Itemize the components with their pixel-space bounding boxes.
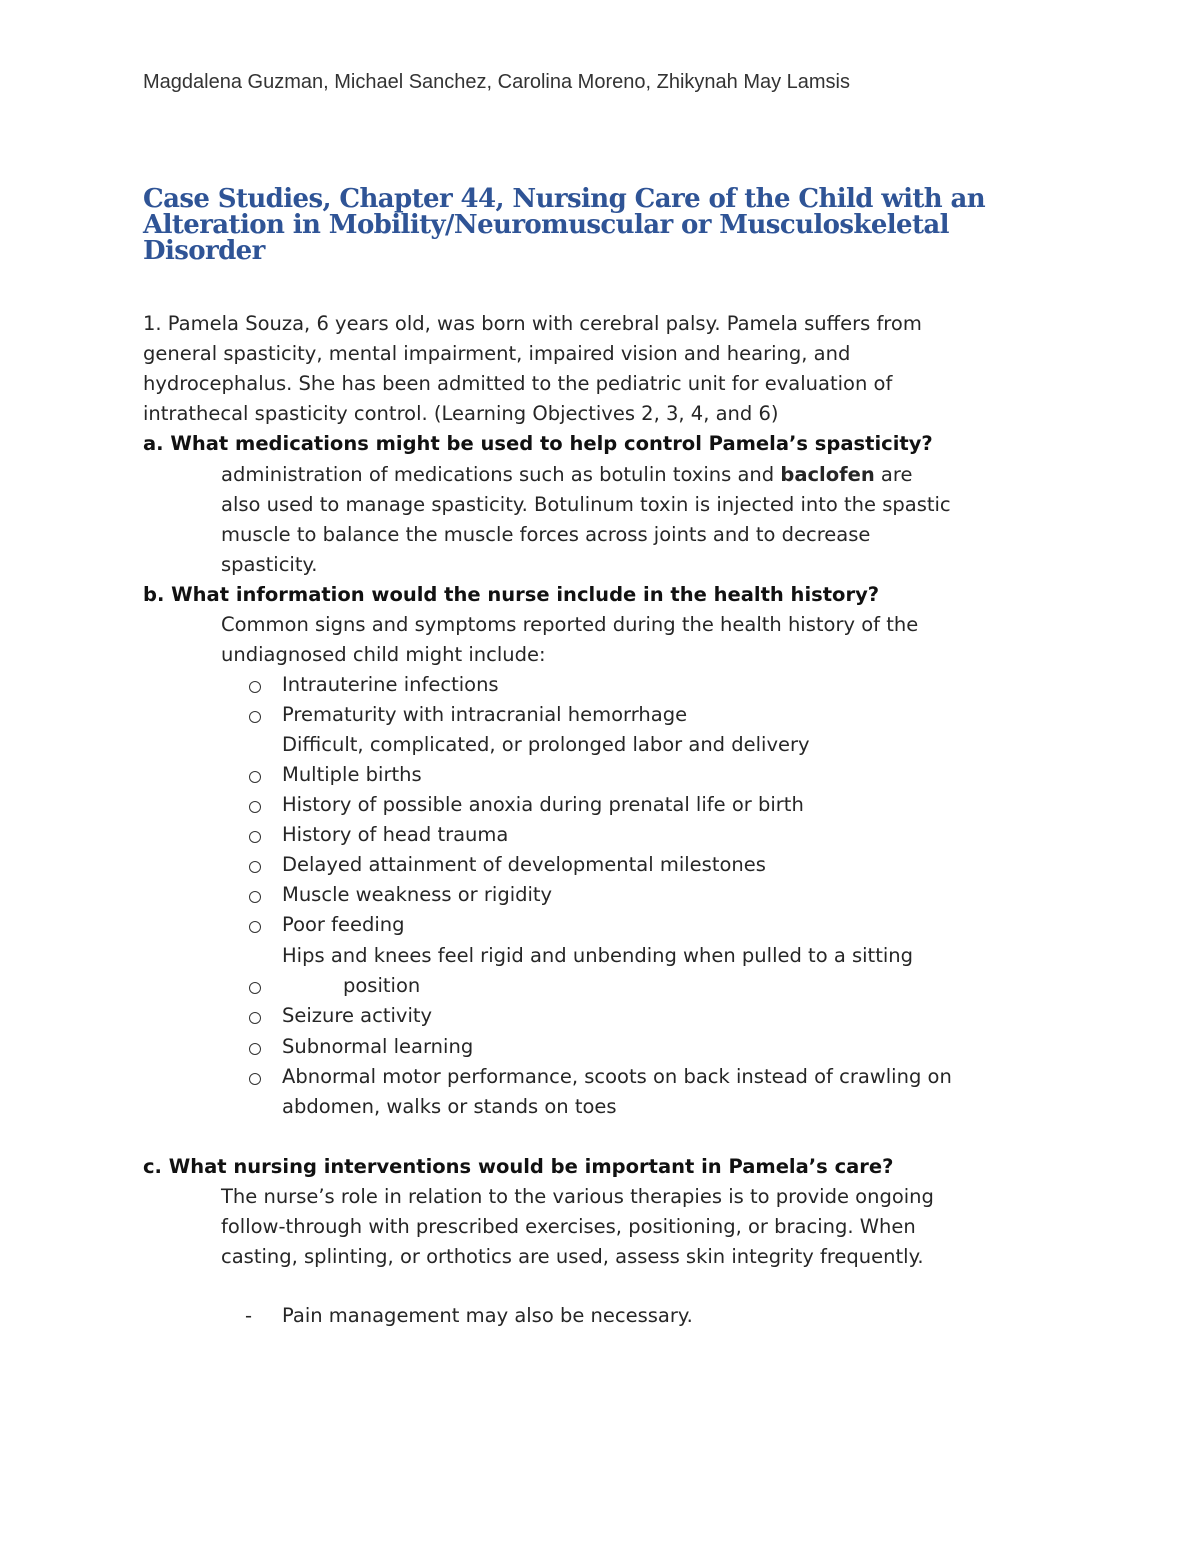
answer-c-line: casting, splinting, or orthotics are used, assess skin integrity frequently.	[221, 1245, 924, 1268]
circle-bullet-icon	[249, 1073, 261, 1085]
list-item: Subnormal learning	[282, 1035, 474, 1058]
answer-a-line: muscle to balance the muscle forces across joints and to decrease	[221, 523, 871, 546]
circle-bullet-icon	[249, 861, 261, 873]
list-item: abdomen, walks or stands on toes	[282, 1095, 617, 1118]
answer-a-text: are	[874, 463, 913, 486]
circle-bullet-icon	[249, 681, 261, 693]
dash-bullet: -	[245, 1304, 253, 1327]
list-item: Muscle weakness or rigidity	[282, 883, 553, 906]
list-item: History of possible anoxia during prenatal life or birth	[282, 793, 804, 816]
case-line: hydrocephalus. She has been admitted to the pediatric unit for evaluation of	[143, 372, 893, 395]
circle-bullet-icon	[249, 771, 261, 783]
circle-bullet-icon	[249, 1012, 261, 1024]
question-c-label: c. What nursing interventions would be important in Pamela’s care?	[143, 1155, 894, 1178]
circle-bullet-icon	[249, 711, 261, 723]
list-item: History of head trauma	[282, 823, 509, 846]
circle-bullet-icon	[249, 1043, 261, 1055]
circle-bullet-icon	[249, 891, 261, 903]
circle-bullet-icon	[249, 801, 261, 813]
list-item: Multiple births	[282, 763, 422, 786]
answer-a-line: also used to manage spasticity. Botulinum toxin is injected into the spastic	[221, 493, 951, 516]
authors-line: Magdalena Guzman, Michael Sanchez, Carolina Moreno, Zhikynah May Lamsis	[143, 71, 851, 93]
list-item: Delayed attainment of developmental milestones	[282, 853, 766, 876]
answer-c-line: follow-through with prescribed exercises, positioning, or bracing. When	[221, 1215, 916, 1238]
list-item: Intrauterine infections	[282, 673, 499, 696]
case-line: general spasticity, mental impairment, impaired vision and hearing, and	[143, 342, 851, 365]
circle-bullet-icon	[249, 831, 261, 843]
answer-a-line: spasticity.	[221, 553, 318, 576]
question-b-label: b. What information would the nurse include in the health history?	[143, 583, 880, 606]
answer-c-note: Pain management may also be necessary.	[282, 1304, 693, 1327]
circle-bullet-icon	[249, 982, 261, 994]
question-a-label: a. What medications might be used to help control Pamela’s spasticity?	[143, 432, 933, 455]
list-item: Prematurity with intracranial hemorrhage	[282, 703, 688, 726]
answer-b-intro: undiagnosed child might include:	[221, 643, 546, 666]
case-line: 1. Pamela Souza, 6 years old, was born with cerebral palsy. Pamela suffers from	[143, 312, 922, 335]
list-item: Difficult, complicated, or prolonged labor and delivery	[282, 733, 810, 756]
case-line: intrathecal spasticity control. (Learning Objectives 2, 3, 4, and 6)	[143, 402, 779, 425]
answer-a-bold-term: baclofen	[780, 463, 875, 486]
answer-c-line: The nurse’s role in relation to the various therapies is to provide ongoing	[221, 1185, 934, 1208]
list-item: Seizure activity	[282, 1004, 433, 1027]
list-item: Poor feeding	[282, 913, 405, 936]
circle-bullet-icon	[249, 921, 261, 933]
answer-b-intro: Common signs and symptoms reported during the health history of the	[221, 613, 919, 636]
list-item: Hips and knees feel rigid and unbending when pulled to a sitting	[282, 944, 914, 967]
list-item: Abnormal motor performance, scoots on back instead of crawling on	[282, 1065, 952, 1088]
answer-a-line	[221, 460, 912, 490]
answer-a-text: administration of medications such as botulin toxins and	[221, 463, 781, 486]
document-title: Case Studies, Chapter 44, Nursing Care of the Child with an Alteration in Mobility/Neuromuscular or Musculoskeletal Disorder	[143, 184, 986, 266]
list-item: position	[343, 974, 421, 997]
